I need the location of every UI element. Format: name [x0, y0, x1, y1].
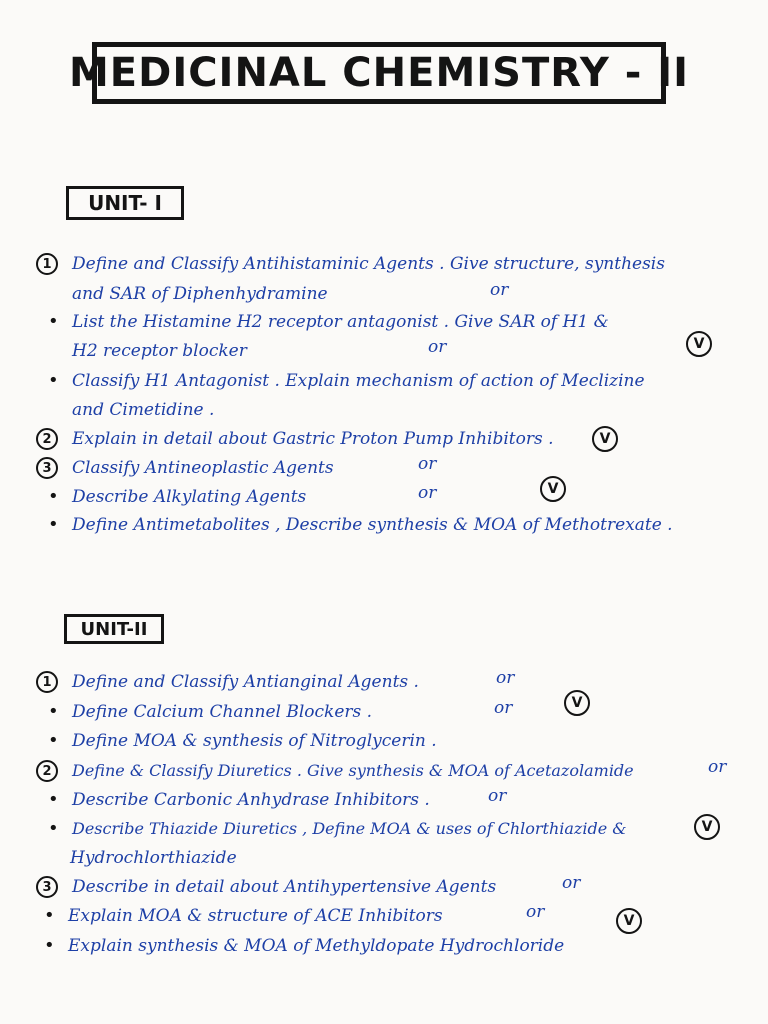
or-label: or	[428, 337, 447, 357]
v-circle-mark: V	[540, 476, 566, 502]
line-text: Define Antimetabolites , Describe synthesis & MOA of Methotrexate .	[72, 515, 673, 535]
bullet-marker: •	[48, 370, 59, 391]
line-text: Hydrochlorthiazide	[70, 848, 237, 868]
v-circle-mark: V	[616, 908, 642, 934]
bullet-marker: •	[48, 486, 59, 507]
line-text: Define Calcium Channel Blockers .	[72, 702, 373, 722]
line-text: Explain synthesis & MOA of Methyldopate Hydrochloride	[68, 936, 565, 956]
or-label: or	[488, 786, 507, 806]
or-label: or	[418, 483, 437, 503]
v-circle-mark: V	[686, 331, 712, 357]
number-marker: 3	[36, 457, 58, 479]
or-label: or	[708, 757, 727, 777]
line-text: Describe Thiazide Diuretics , Define MOA & uses of Chlorthiazide &	[72, 819, 627, 838]
line-text: Explain in detail about Gastric Proton Pump Inhibitors .	[72, 429, 554, 449]
bullet-marker: •	[48, 514, 59, 535]
bullet-marker: •	[44, 935, 55, 956]
or-label: or	[494, 698, 513, 718]
unit-2-heading: UNIT-II	[64, 614, 164, 644]
unit-1-line-2	[72, 280, 328, 308]
number-marker: 1	[36, 253, 58, 275]
v-circle-mark: V	[694, 814, 720, 840]
title-box	[68, 42, 690, 104]
or-label: or	[496, 668, 515, 688]
line-text: H2 receptor blocker	[72, 341, 247, 361]
line-text: Classify Antineoplastic Agents	[72, 458, 334, 478]
line-text: Define & Classify Diuretics . Give synthesis & MOA of Acetazolamide	[72, 761, 634, 780]
or-label: or	[490, 280, 509, 300]
or-label: or	[418, 454, 437, 474]
bullet-marker: •	[48, 818, 59, 839]
unit-1-heading: UNIT- I	[66, 186, 184, 220]
page-title: MEDICINAL CHEMISTRY - II	[68, 50, 690, 96]
line-text: Describe Alkylating Agents	[72, 487, 307, 507]
number-marker: 2	[36, 428, 58, 450]
bullet-marker: •	[48, 701, 59, 722]
v-circle-mark: V	[592, 426, 618, 452]
or-label: or	[562, 873, 581, 893]
line-text: and SAR of Diphenhydramine	[72, 284, 328, 304]
line-text: Define MOA & synthesis of Nitroglycerin .	[72, 731, 437, 751]
bullet-marker: •	[48, 311, 59, 332]
unit-1-line-4	[72, 337, 247, 365]
line-text: Explain MOA & structure of ACE Inhibitors	[68, 906, 443, 926]
number-marker: 3	[36, 876, 58, 898]
line-text: Describe in detail about Antihypertensive Agents	[72, 877, 497, 897]
line-text: Describe Carbonic Anhydrase Inhibitors .	[72, 790, 430, 810]
line-text: Define and Classify Antihistaminic Agents . Give structure, synthesis	[72, 254, 665, 274]
line-text: List the Histamine H2 receptor antagonist . Give SAR of H1 &	[72, 312, 609, 332]
number-marker: 1	[36, 671, 58, 693]
bullet-marker: •	[48, 789, 59, 810]
line-text: Define and Classify Antianginal Agents .	[72, 672, 419, 692]
line-text: and Cimetidine .	[72, 400, 215, 420]
unit-2-line-7	[70, 844, 237, 872]
bullet-marker: •	[44, 905, 55, 926]
number-marker: 2	[36, 760, 58, 782]
bullet-marker: •	[48, 730, 59, 751]
or-label: or	[526, 902, 545, 922]
v-circle-mark: V	[564, 690, 590, 716]
line-text: Classify H1 Antagonist . Explain mechanism of action of Meclizine	[72, 371, 645, 391]
unit-1-line-6	[72, 396, 214, 424]
